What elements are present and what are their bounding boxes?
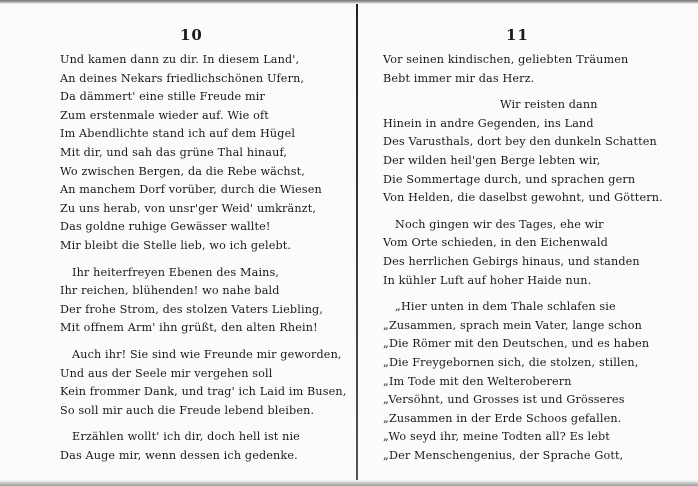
text-line: „Die Römer mit den Deutschen, und es haben: [383, 337, 650, 351]
text-line: Erzählen wollt' ich dir, doch hell ist nie: [72, 430, 300, 444]
text-line: Kein frommer Dank, und trag' ich Laid im Busen,: [60, 385, 347, 399]
text-line: Wo zwischen Bergen, da die Rebe wächst,: [60, 164, 306, 178]
text-line: Des herrlichen Gebirgs hinaus, und standen: [383, 254, 640, 268]
text-line: „Der Menschengenius, der Sprache Gott,: [383, 448, 624, 462]
text-line: Die Sommertage durch, und sprachen gern: [383, 172, 636, 186]
text-line: An deines Nekars friedlichschönen Ufern,: [60, 71, 305, 85]
text-line: Hinein in andre Gegenden, ins Land: [383, 116, 594, 130]
text-line: „Versöhnt, und Grosses ist und Grösseres: [383, 393, 625, 407]
text-line: „Zusammen in der Erde Schoos gefallen.: [383, 411, 622, 425]
text-line: Vom Orte schieden, in den Eichenwald: [383, 236, 608, 250]
text-line: „Im Tode mit den Welteroberern: [383, 374, 572, 388]
text-line: Der wilden heil'gen Berge lebten wir,: [383, 153, 601, 167]
text-line: So soll mir auch die Freude lebend bleiben.: [60, 403, 315, 417]
text-line: Bebt immer mir das Herz.: [383, 71, 535, 85]
text-line: Ihr reichen, blühenden! wo nahe bald: [60, 284, 280, 298]
text-line: In kühler Luft auf hoher Haide nun.: [383, 273, 592, 287]
poem-text: [383, 51, 663, 465]
text-line: Da dämmert' eine stille Freude mir: [60, 90, 265, 104]
text-line: Mit offnem Arm' ihn grüßt, den alten Rhein!: [60, 321, 318, 335]
right-page: [358, 0, 698, 486]
text-line: An manchem Dorf vorüber, durch die Wiesen: [60, 183, 322, 197]
book-bottom-edge: [0, 480, 698, 486]
text-line: Des Varusthals, dort bey den dunkeln Schatten: [383, 135, 657, 149]
text-line: Mir bleibt die Stelle lieb, wo ich gelebt.: [60, 238, 292, 252]
text-line: „Hier unten in dem Thale schlafen sie: [395, 300, 616, 314]
text-line: Wir reisten dann: [500, 98, 598, 112]
text-line: Zu uns herab, von unsr'ger Weid' umkränzt,: [60, 201, 317, 215]
text-line: Das goldne ruhige Gewässer wallte!: [60, 220, 271, 234]
text-line: Der frohe Strom, des stolzen Vaters Liebling,: [60, 302, 324, 316]
text-line: Und aus der Seele mir vergehen soll: [60, 366, 273, 380]
text-line: Ihr heiterfreyen Ebenen des Mains,: [72, 265, 280, 279]
text-line: Noch gingen wir des Tages, ehe wir: [395, 217, 604, 231]
text-line: Zum erstenmale wieder auf. Wie oft: [60, 108, 269, 122]
text-line: „Wo seyd ihr, meine Todten all? Es lebt: [383, 430, 610, 444]
text-line: „Die Freygebornen sich, die stolzen, stillen,: [383, 355, 639, 369]
page-number: 10: [180, 26, 203, 44]
text-line: Vor seinen kindischen, geliebten Träumen: [383, 53, 629, 66]
text-line: Das Auge mir, wenn dessen ich gedenke.: [60, 448, 298, 462]
text-line: Im Abendlichte stand ich auf dem Hügel: [60, 127, 296, 141]
text-line: Mit dir, und sah das grüne Thal hinauf,: [60, 145, 288, 159]
text-line: „Zusammen, sprach mein Vater, lange schon: [383, 318, 643, 332]
text-line: Auch ihr! Sie sind wie Freunde mir geworden,: [72, 347, 342, 361]
page-number: 11: [506, 26, 529, 44]
text-line: Und kamen dann zu dir. In diesem Land',: [60, 53, 300, 66]
poem-text: [60, 51, 347, 465]
text-line: Von Helden, die daselbst gewohnt, und Göttern.: [383, 191, 663, 205]
